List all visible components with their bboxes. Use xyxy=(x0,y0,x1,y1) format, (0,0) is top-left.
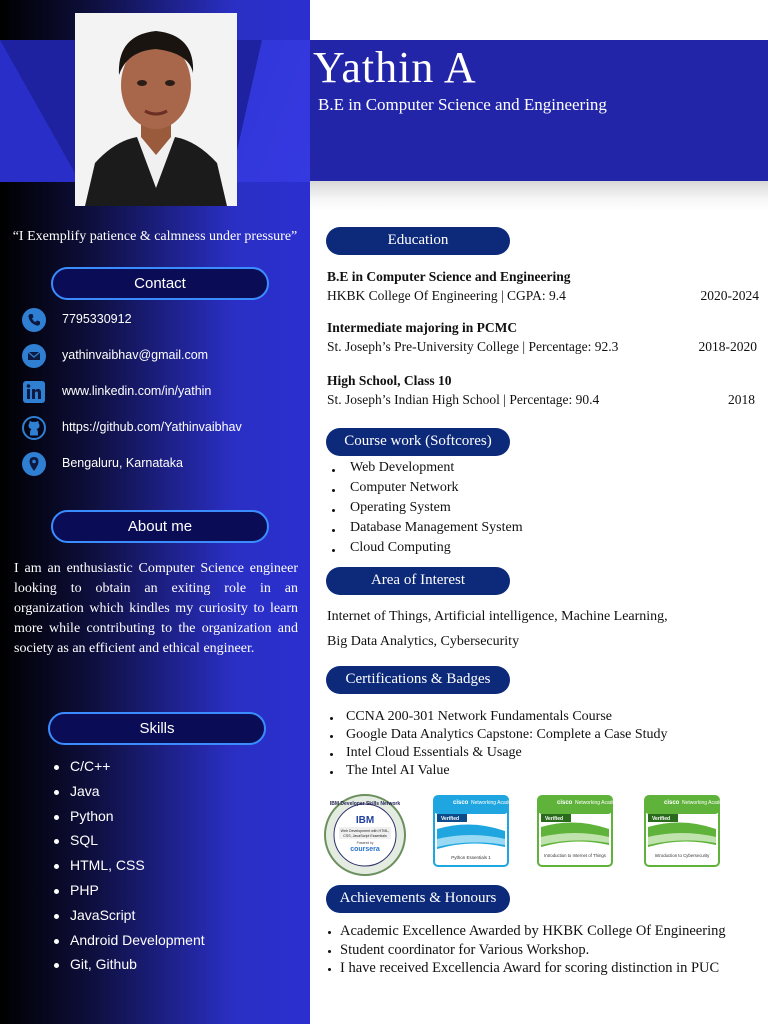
linkedin-text: www.linkedin.com/in/yathin xyxy=(62,384,212,398)
education-year: 2020-2024 xyxy=(700,288,759,303)
coursera-logo: coursera xyxy=(350,846,380,853)
badge-course-text: CSS, JavaScript Essentials xyxy=(343,834,387,838)
contact-location xyxy=(20,452,310,478)
candidate-degree: B.E in Computer Science and Engineering xyxy=(318,95,607,114)
education-title: B.E in Computer Science and Engineering xyxy=(327,269,571,284)
achievements-heading: Achievements & Honours xyxy=(326,885,510,913)
list-item: Academic Excellence Awarded by HKBK College Of Engineering xyxy=(326,923,726,942)
list-item: C/C++ xyxy=(50,758,300,783)
personal-quote: “I Exemplify patience & calmness under pressure” xyxy=(12,229,298,244)
header-shadow xyxy=(310,181,768,211)
badge-course-text: Introduction to Cybersecurity xyxy=(654,853,710,858)
cisco-logo: cisco xyxy=(664,800,680,806)
contact-github[interactable] xyxy=(20,416,310,442)
coursework-list xyxy=(328,460,523,560)
list-item: Database Management System xyxy=(328,520,523,540)
list-item: Cloud Computing xyxy=(328,540,523,560)
verified-label: Verified xyxy=(441,816,460,822)
list-item: PHP xyxy=(50,882,300,907)
list-item: Student coordinator for Various Workshop. xyxy=(326,942,726,961)
education-entry xyxy=(327,320,757,355)
certifications-list xyxy=(326,709,668,781)
badge-academy-text: Networking Academy xyxy=(575,800,622,806)
badge-course-text: Python Essentials 1 xyxy=(451,855,491,860)
cisco-badge-iot xyxy=(537,795,622,867)
list-item: Web Development xyxy=(328,460,523,480)
list-item: The Intel AI Value xyxy=(326,763,668,781)
candidate-name: Yathin A xyxy=(313,43,477,92)
education-year: 2018 xyxy=(728,392,755,407)
avatar xyxy=(75,13,237,206)
badge-powered-text: Powered by xyxy=(356,841,374,845)
education-title: Intermediate majoring in PCMC xyxy=(327,320,518,335)
list-item: Python xyxy=(50,808,300,833)
phone-icon xyxy=(22,308,46,332)
certifications-heading: Certifications & Badges xyxy=(326,666,510,694)
location-icon xyxy=(22,452,46,476)
badge-logo-text: IBM xyxy=(355,815,375,826)
github-text: https://github.com/Yathinvaibhav xyxy=(62,420,242,434)
linkedin-icon xyxy=(22,380,46,404)
list-item: Intel Cloud Essentials & Usage xyxy=(326,745,668,763)
badge-course-text: Web Development with HTML, xyxy=(340,829,390,833)
education-entry xyxy=(327,269,759,304)
verified-label: Verified xyxy=(545,816,564,822)
header-banner xyxy=(310,40,768,181)
education-detail: St. Joseph’s Pre-University College | Percentage: 92.3 xyxy=(327,339,619,354)
list-item: I have received Excellencia Award for scoring distinction in PUC xyxy=(326,960,726,979)
list-item: Operating System xyxy=(328,500,523,520)
education-heading: Education xyxy=(326,227,510,255)
interest-text xyxy=(327,604,757,654)
education-detail: HKBK College Of Engineering | CGPA: 9.4 xyxy=(327,288,566,303)
education-year: 2018-2020 xyxy=(698,339,757,354)
contact-email[interactable] xyxy=(20,344,310,370)
interest-line: Internet of Things, Artificial intelligence, Machine Learning, xyxy=(327,609,668,624)
achievements-list xyxy=(326,923,726,979)
list-item: SQL xyxy=(50,832,300,857)
decorative-slant xyxy=(0,40,80,182)
contact-heading: Contact xyxy=(51,267,269,300)
interest-heading: Area of Interest xyxy=(326,567,510,595)
list-item: Java xyxy=(50,783,300,808)
list-item: CCNA 200-301 Network Fundamentals Course xyxy=(326,709,668,727)
contact-phone[interactable] xyxy=(20,308,310,334)
coursework-heading: Course work (Softcores) xyxy=(326,428,510,456)
badge-academy-text: Networking Academy xyxy=(682,800,729,806)
location-text: Bengaluru, Karnataka xyxy=(62,456,183,470)
list-item: Android Development xyxy=(50,932,300,957)
ibm-coursera-badge xyxy=(323,793,407,877)
list-item: JavaScript xyxy=(50,907,300,932)
cisco-logo: cisco xyxy=(557,800,573,806)
email-icon xyxy=(22,344,46,368)
verified-label: Verified xyxy=(652,816,671,822)
about-heading: About me xyxy=(51,510,269,543)
badge-academy-text: Networking Academy xyxy=(471,800,518,806)
about-text: I am an enthusiastic Computer Science engineer looking to obtain an exiting role in an organization which kindles my curiosity to learn more while contributing to the organization and society as an efficient and ethical engineer. xyxy=(14,561,298,656)
list-item: Git, Github xyxy=(50,956,300,981)
cisco-badge-python xyxy=(433,795,518,867)
contact-linkedin[interactable] xyxy=(20,380,310,406)
education-detail: St. Joseph’s Indian High School | Percentage: 90.4 xyxy=(327,392,600,407)
list-item: Computer Network xyxy=(328,480,523,500)
phone-text: 7795330912 xyxy=(62,312,132,326)
skills-heading: Skills xyxy=(48,712,266,745)
cisco-logo: cisco xyxy=(453,800,469,806)
list-item: HTML, CSS xyxy=(50,857,300,882)
badge-course-text: Introduction to Internet of Things xyxy=(544,853,606,858)
education-entry xyxy=(327,373,755,408)
portrait-photo xyxy=(75,13,237,206)
interest-line: Big Data Analytics, Cybersecurity xyxy=(327,634,520,649)
email-text: yathinvaibhav@gmail.com xyxy=(62,348,209,362)
cisco-badge-cybersecurity xyxy=(644,795,729,867)
badge-ring-text: IBM Developer Skills Network xyxy=(329,801,401,807)
list-item: Google Data Analytics Capstone: Complete a Case Study xyxy=(326,727,668,745)
education-title: High School, Class 10 xyxy=(327,373,452,388)
skills-list xyxy=(50,758,300,981)
github-icon xyxy=(22,416,46,440)
